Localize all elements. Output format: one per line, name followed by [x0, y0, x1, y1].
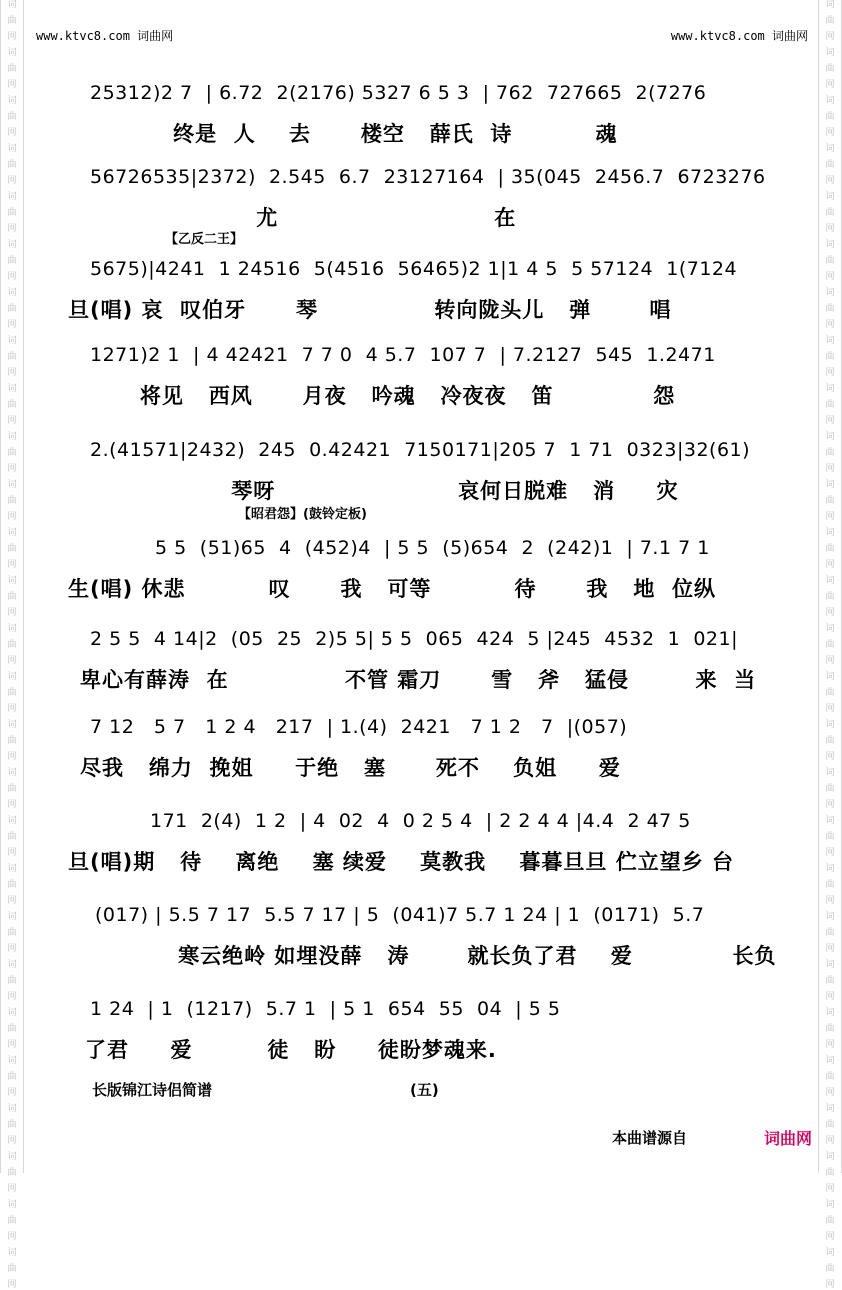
watermark-char: 曲 — [7, 1216, 17, 1226]
watermark-char: 词 — [825, 480, 835, 490]
watermark-char: 网 — [825, 512, 835, 522]
watermark-char: 网 — [825, 1184, 835, 1194]
watermark-char: 网 — [825, 272, 835, 282]
watermark-char: 曲 — [7, 1072, 17, 1082]
lyric-line: 琴呀 哀何日脱难 消 灾 — [90, 479, 679, 503]
watermark-char: 网 — [7, 1136, 17, 1146]
watermark-char: 词 — [7, 48, 17, 58]
watermark-char: 网 — [825, 800, 835, 810]
watermark-char: 词 — [825, 1152, 835, 1162]
watermark-char: 曲 — [825, 592, 835, 602]
watermark-char: 曲 — [825, 304, 835, 314]
watermark-char: 曲 — [825, 112, 835, 122]
watermark-char: 词 — [825, 624, 835, 634]
watermark-char: 网 — [7, 368, 17, 378]
lyric-line: 将见 西风 月夜 吟魂 冷夜夜 笛 怨 — [90, 384, 676, 408]
watermark-char: 曲 — [825, 1072, 835, 1082]
watermark-char: 网 — [825, 1088, 835, 1098]
watermark-char: 词 — [825, 1008, 835, 1018]
watermark-char: 词 — [7, 912, 17, 922]
notation-line: (017) | 5.5 7 17 5.5 7 17 | 5 (041)7 5.7 1 24 | 1 (0171) 5.7 — [95, 904, 705, 926]
watermark-char: 词 — [825, 384, 835, 394]
watermark-char: 词 — [7, 816, 17, 826]
watermark-char: 词 — [7, 96, 17, 106]
notation-line: 2.(41571|2432) 245 0.42421 7150171|205 7 1 71 0323|32(61) — [90, 439, 751, 461]
watermark-char: 网 — [7, 128, 17, 138]
watermark-char: 曲 — [825, 16, 835, 26]
watermark-char: 网 — [7, 32, 17, 42]
notation-line: 1271)2 1 | 4 42421 7 7 0 4 5.7 107 7 | 7.2127 545 1.2471 — [90, 344, 716, 366]
watermark-char: 网 — [7, 944, 17, 954]
watermark-char: 网 — [7, 272, 17, 282]
watermark-char: 词 — [7, 1248, 17, 1258]
notation-line: 25312)2 7 | 6.72 2(2176) 5327 6 5 3 | 762 727665 2(7276 — [90, 82, 707, 104]
watermark-char: 曲 — [825, 976, 835, 986]
notation-line: 2 5 5 4 14|2 (05 25 2)5 5| 5 5 065 424 5 |245 4532 1 021| — [90, 628, 739, 650]
notation-line: 1 24 | 1 (1217) 5.7 1 | 5 1 654 55 04 | 5 5 — [90, 998, 561, 1020]
notation-line: 7 12 5 7 1 2 4 217 | 1.(4) 2421 7 1 2 7 |(057) — [90, 716, 628, 738]
watermark-char: 曲 — [7, 1264, 17, 1274]
watermark-char: 曲 — [825, 544, 835, 554]
watermark-char: 词 — [7, 144, 17, 154]
watermark-char: 词 — [825, 1248, 835, 1258]
watermark-char: 曲 — [825, 1264, 835, 1274]
section-tag: 【乙反二王】 — [165, 232, 244, 247]
watermark-char: 词 — [7, 480, 17, 490]
watermark-char: 网 — [7, 752, 17, 762]
watermark-char: 网 — [825, 656, 835, 666]
watermark-char: 曲 — [825, 880, 835, 890]
watermark-char: 网 — [7, 800, 17, 810]
watermark-char: 词 — [825, 816, 835, 826]
watermark-char: 词 — [7, 1008, 17, 1018]
watermark-char: 词 — [7, 0, 17, 10]
watermark-char: 曲 — [7, 496, 17, 506]
watermark-char: 曲 — [825, 1216, 835, 1226]
watermark-char: 曲 — [7, 112, 17, 122]
lyric-line: 终是 人 去 楼空 薛氏 诗 魂 — [90, 122, 618, 146]
watermark-char: 曲 — [825, 448, 835, 458]
watermark-char: 网 — [825, 608, 835, 618]
watermark-char: 曲 — [825, 208, 835, 218]
watermark-char: 曲 — [825, 1024, 835, 1034]
watermark-char: 网 — [825, 848, 835, 858]
watermark-char: 词 — [7, 240, 17, 250]
watermark-char: 词 — [825, 48, 835, 58]
watermark-char: 词 — [7, 720, 17, 730]
watermark-char: 词 — [7, 528, 17, 538]
watermark-char: 词 — [7, 288, 17, 298]
watermark-char: 网 — [825, 464, 835, 474]
score-title: 长版锦江诗侣简谱 — [92, 1081, 213, 1099]
watermark-char: 词 — [825, 144, 835, 154]
watermark-char: 曲 — [7, 64, 17, 74]
watermark-char: 曲 — [7, 208, 17, 218]
watermark-char: 词 — [825, 960, 835, 970]
lyric-line: 尽我 绵力 挽姐 于绝 塞 死不 负姐 爱 — [80, 756, 621, 780]
watermark-char: 网 — [7, 992, 17, 1002]
watermark-char: 网 — [825, 896, 835, 906]
watermark-char: 曲 — [825, 928, 835, 938]
watermark-char: 网 — [7, 176, 17, 186]
watermark-char: 曲 — [7, 1120, 17, 1130]
watermark-char: 网 — [825, 560, 835, 570]
watermark-char: 词 — [825, 336, 835, 346]
watermark-char: 曲 — [825, 160, 835, 170]
lyric-line: 旦(唱) 哀 叹伯牙 琴 转向陇头儿 弹 唱 — [68, 298, 672, 322]
watermark-char: 词 — [825, 288, 835, 298]
page-number: (五) — [410, 1081, 439, 1099]
watermark-char: 网 — [7, 560, 17, 570]
watermark-char: 曲 — [825, 832, 835, 842]
right-watermark-strip — [818, 0, 842, 1290]
watermark-char: 网 — [825, 1280, 835, 1290]
watermark-char: 词 — [825, 432, 835, 442]
lyric-line: 尤 在 — [90, 206, 517, 230]
watermark-char: 曲 — [7, 400, 17, 410]
watermark-char: 曲 — [7, 544, 17, 554]
watermark-char: 词 — [7, 384, 17, 394]
watermark-char: 曲 — [7, 160, 17, 170]
watermark-char: 曲 — [7, 448, 17, 458]
watermark-char: 曲 — [825, 64, 835, 74]
watermark-char: 词 — [825, 912, 835, 922]
watermark-char: 词 — [825, 720, 835, 730]
watermark-char: 曲 — [7, 688, 17, 698]
watermark-char: 曲 — [825, 1168, 835, 1178]
watermark-char: 词 — [7, 960, 17, 970]
watermark-char: 曲 — [7, 640, 17, 650]
section-tag: 【昭君怨】(鼓铃定板) — [238, 507, 367, 522]
watermark-char: 网 — [825, 320, 835, 330]
watermark-char: 网 — [7, 1280, 17, 1290]
watermark-char: 词 — [825, 1104, 835, 1114]
watermark-char: 网 — [825, 128, 835, 138]
watermark-char: 曲 — [825, 640, 835, 650]
watermark-char: 曲 — [825, 784, 835, 794]
watermark-char: 网 — [825, 752, 835, 762]
watermark-char: 曲 — [7, 1024, 17, 1034]
watermark-char: 曲 — [7, 304, 17, 314]
watermark-char: 网 — [825, 1232, 835, 1242]
watermark-char: 词 — [7, 1200, 17, 1210]
watermark-char: 词 — [7, 336, 17, 346]
watermark-char: 曲 — [7, 976, 17, 986]
watermark-char: 网 — [825, 1040, 835, 1050]
lyric-line: 旦(唱)期 待 离绝 塞 续爱 莫教我 暮暮旦旦 伫立望乡 台 — [68, 850, 735, 874]
watermark-char: 词 — [825, 192, 835, 202]
watermark-char: 网 — [825, 992, 835, 1002]
source-label: 本曲谱源自 — [612, 1129, 688, 1147]
watermark-char: 网 — [825, 80, 835, 90]
watermark-char: 词 — [825, 576, 835, 586]
notation-line: 5675)|4241 1 24516 5(4516 56465)2 1|1 4 5 5 57124 1(7124 — [90, 258, 738, 280]
watermark-char: 曲 — [825, 496, 835, 506]
lyric-line: 了君 爱 徒 盼 徒盼梦魂来. — [85, 1038, 497, 1062]
watermark-char: 网 — [7, 896, 17, 906]
watermark-char: 网 — [7, 1040, 17, 1050]
watermark-char: 曲 — [825, 1120, 835, 1130]
watermark-char: 词 — [7, 864, 17, 874]
watermark-char: 曲 — [7, 880, 17, 890]
watermark-char: 网 — [7, 320, 17, 330]
watermark-char: 曲 — [825, 688, 835, 698]
watermark-char: 词 — [7, 624, 17, 634]
watermark-char: 网 — [7, 608, 17, 618]
watermark-char: 词 — [7, 192, 17, 202]
watermark-char: 曲 — [7, 592, 17, 602]
watermark-char: 词 — [825, 1200, 835, 1210]
watermark-char: 词 — [825, 1056, 835, 1066]
watermark-char: 词 — [7, 768, 17, 778]
notation-line: 56726535|2372) 2.545 6.7 23127164 | 35(045 2456.7 6723276 — [90, 166, 766, 188]
watermark-char: 网 — [825, 944, 835, 954]
watermark-char: 曲 — [7, 832, 17, 842]
watermark-char: 词 — [7, 1056, 17, 1066]
lyric-line: 卑心有薛涛 在 不管 霜刀 雪 斧 猛侵 来 当 — [80, 668, 757, 692]
watermark-char: 曲 — [825, 400, 835, 410]
watermark-char: 词 — [825, 240, 835, 250]
watermark-char: 曲 — [7, 1168, 17, 1178]
watermark-char: 网 — [7, 704, 17, 714]
lyric-line: 寒云绝岭 如埋没薛 涛 就长负了君 爱 长负 — [95, 944, 777, 968]
watermark-char: 曲 — [7, 784, 17, 794]
watermark-char: 词 — [7, 432, 17, 442]
watermark-char: 网 — [7, 224, 17, 234]
watermark-char: 网 — [825, 176, 835, 186]
watermark-char: 网 — [825, 1136, 835, 1146]
watermark-char: 网 — [7, 848, 17, 858]
watermark-char: 曲 — [7, 16, 17, 26]
source-brand-link[interactable]: 词曲网 — [763, 1129, 812, 1148]
watermark-char: 曲 — [7, 352, 17, 362]
watermark-char: 网 — [825, 224, 835, 234]
watermark-char: 曲 — [7, 256, 17, 266]
watermark-char: 网 — [825, 416, 835, 426]
watermark-char: 网 — [825, 704, 835, 714]
watermark-char: 词 — [7, 1104, 17, 1114]
watermark-char: 网 — [825, 32, 835, 42]
watermark-char: 网 — [7, 80, 17, 90]
site-url-right[interactable]: www.ktvc8.com 词曲网 — [670, 29, 808, 43]
watermark-char: 曲 — [7, 928, 17, 938]
watermark-char: 曲 — [825, 736, 835, 746]
watermark-char: 词 — [825, 528, 835, 538]
watermark-char: 网 — [825, 368, 835, 378]
watermark-char: 词 — [825, 864, 835, 874]
watermark-char: 词 — [7, 576, 17, 586]
watermark-char: 词 — [825, 96, 835, 106]
lyric-line: 生(唱) 休悲 叹 我 可等 待 我 地 位纵 — [68, 577, 716, 601]
watermark-char: 词 — [825, 0, 835, 10]
watermark-char: 词 — [825, 672, 835, 682]
watermark-char: 网 — [7, 656, 17, 666]
watermark-char: 曲 — [7, 736, 17, 746]
watermark-char: 词 — [825, 768, 835, 778]
watermark-char: 网 — [7, 1184, 17, 1194]
watermark-char: 词 — [7, 1152, 17, 1162]
watermark-char: 网 — [7, 464, 17, 474]
watermark-char: 网 — [7, 1232, 17, 1242]
left-watermark-strip — [0, 0, 24, 1290]
watermark-char: 曲 — [825, 352, 835, 362]
watermark-char: 网 — [7, 1088, 17, 1098]
watermark-char: 词 — [7, 672, 17, 682]
watermark-char: 曲 — [825, 256, 835, 266]
notation-line: 171 2(4) 1 2 | 4 02 4 0 2 5 4 | 2 2 4 4 |4.4 2 47 5 — [150, 810, 691, 832]
notation-line: 5 5 (51)65 4 (452)4 | 5 5 (5)654 2 (242)1 | 7.1 7 1 — [155, 537, 710, 559]
watermark-char: 网 — [7, 416, 17, 426]
watermark-char: 网 — [7, 512, 17, 522]
site-url-left[interactable]: www.ktvc8.com 词曲网 — [36, 29, 174, 43]
